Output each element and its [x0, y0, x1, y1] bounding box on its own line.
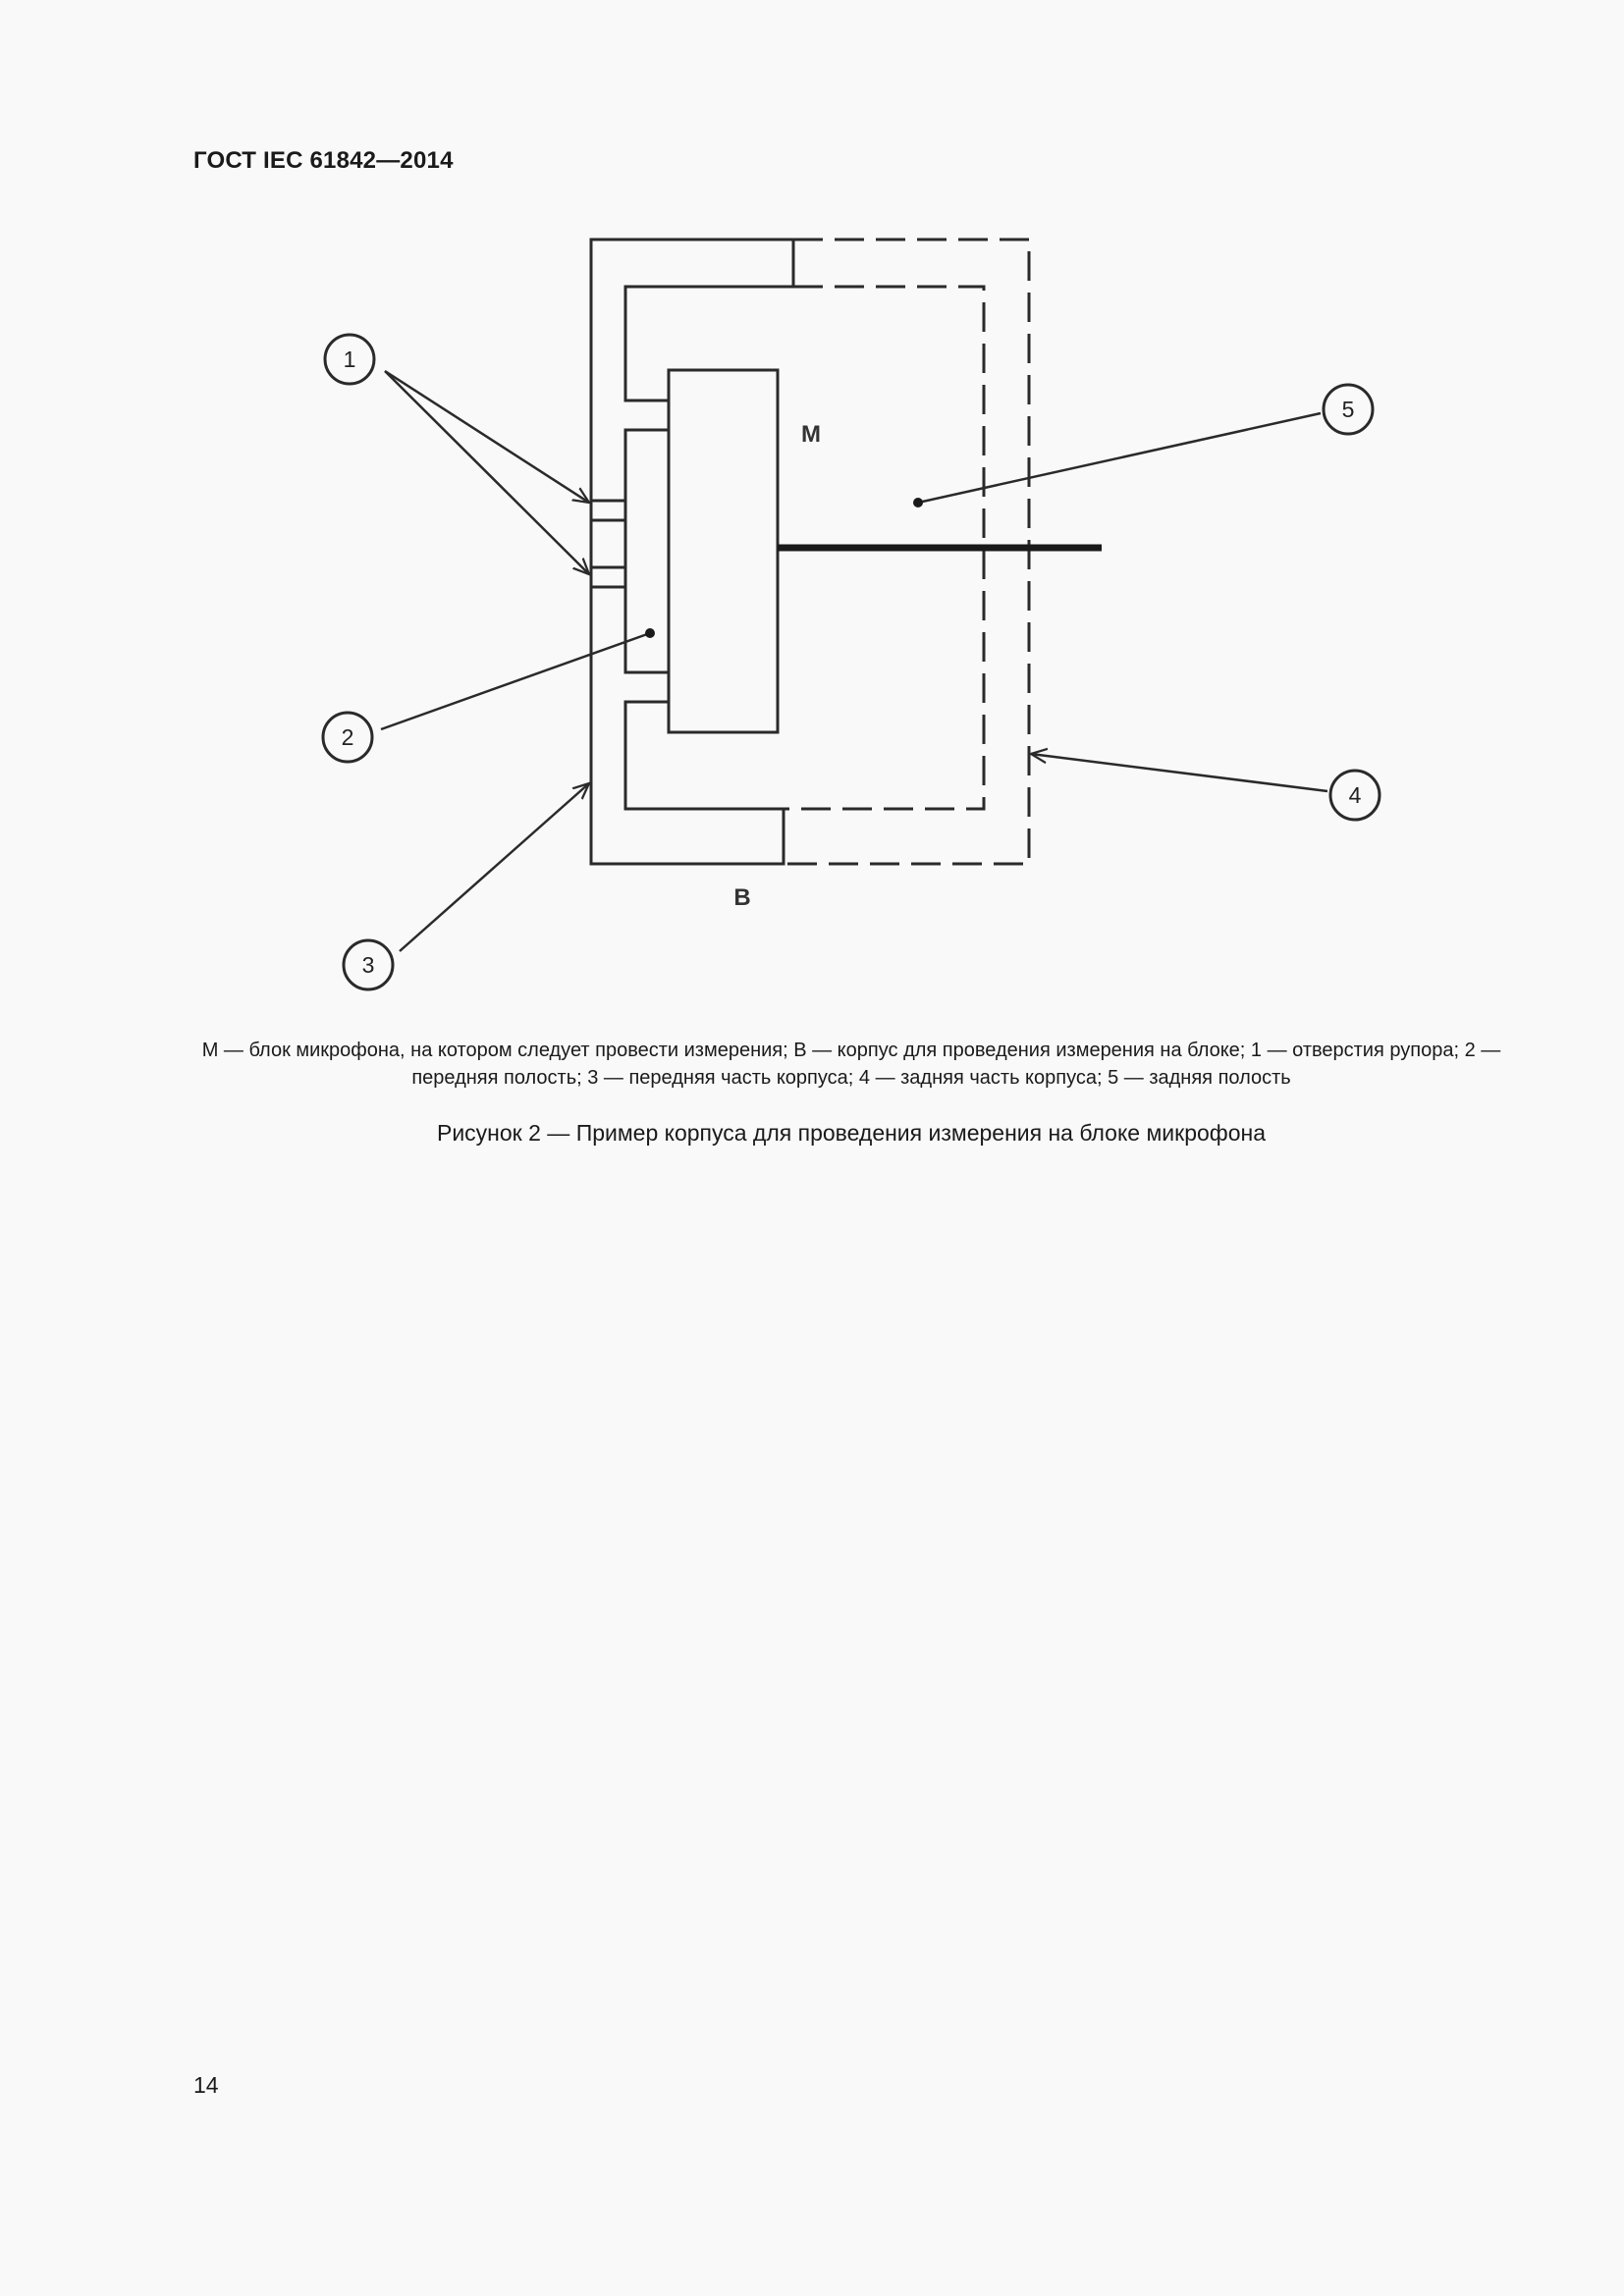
- figure-caption: Рисунок 2 — Пример корпуса для проведения измерения на блоке микрофона: [436, 1120, 1266, 1146]
- callout-1-leader-lower: [385, 371, 589, 574]
- callout-3-leader: [400, 783, 589, 951]
- label-microphone-block: М: [801, 421, 821, 448]
- figure-legend: М — блок микрофона, на котором следует провести измерения; В — корпус для проведения измерения на блоке; 1 — отверстия рупора; 2 — передняя полость; 3 — передняя часть корпуса; 4 — задняя часть корпуса; 5 — задняя полость: [201, 1040, 1501, 1089]
- microphone-block: [669, 370, 778, 732]
- callout-4-number: 4: [1348, 782, 1362, 808]
- enclosure-diagram: [0, 0, 1624, 1041]
- callout-4-leader: [1031, 754, 1327, 791]
- callout-2-number: 2: [341, 724, 354, 750]
- callout-3-number: 3: [361, 952, 375, 978]
- callout-2-leader: [381, 633, 650, 729]
- callout-1-number: 1: [343, 347, 356, 372]
- callout-4: [1031, 754, 1380, 820]
- callout-1-leader-upper: [385, 371, 589, 503]
- front-enclosure-inner-top: [625, 240, 793, 400]
- callout-2-point: [645, 628, 655, 638]
- callout-5: [913, 385, 1373, 507]
- label-enclosure: В: [733, 884, 751, 911]
- document-header: ГОСТ IEC 61842—2014: [193, 147, 454, 174]
- page-number: 14: [193, 2072, 219, 2098]
- callout-5-number: 5: [1341, 397, 1355, 422]
- callout-2: [323, 628, 655, 762]
- callout-5-leader: [918, 413, 1321, 503]
- rear-enclosure-outer: [784, 240, 1029, 864]
- callout-3: [344, 783, 589, 989]
- callout-5-point: [913, 498, 923, 507]
- callout-1: [325, 335, 589, 574]
- front-enclosure-outer: [591, 240, 793, 864]
